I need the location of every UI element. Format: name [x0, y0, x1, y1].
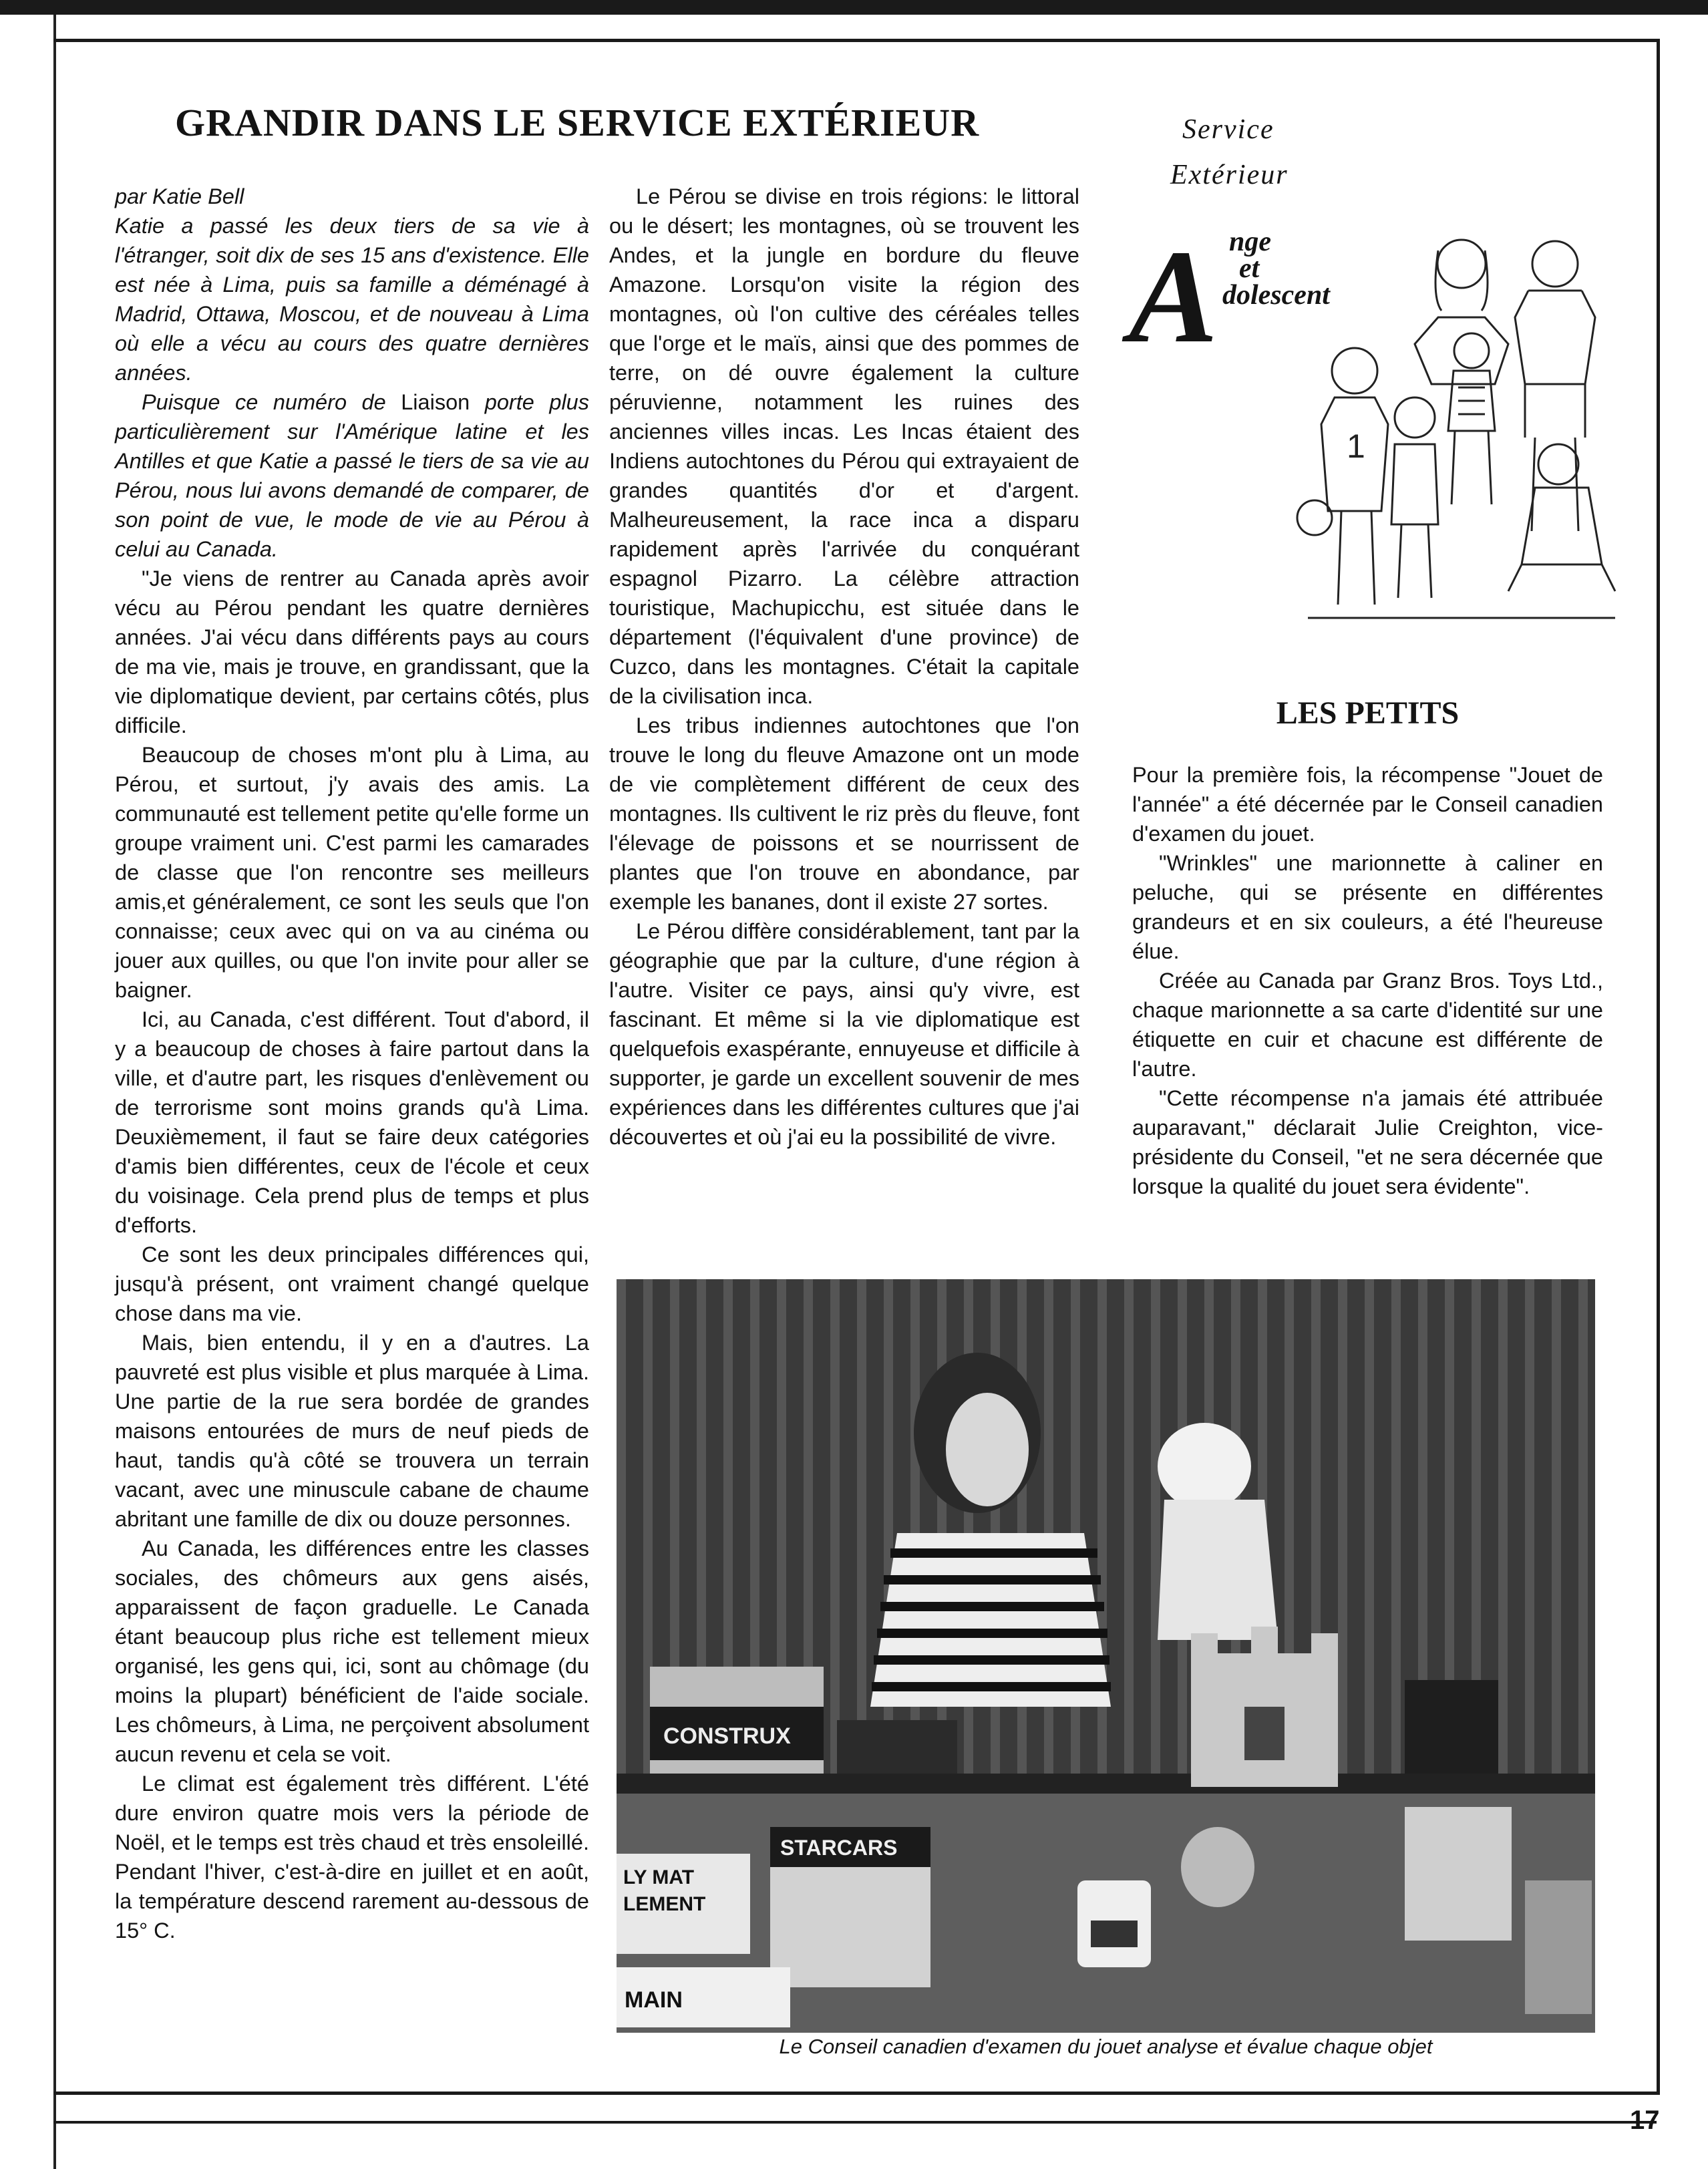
- logo-big-letter: A: [1129, 223, 1218, 371]
- children-illustration: [1295, 217, 1622, 631]
- body-paragraph: Beaucoup de choses m'ont plu à Lima, au Pérou, et surtout, j'y avais des amis. La communauté est tellement petite qu'elle forme un groupe vraiment uni. C'est parmi les camarades de classe que l'on rencontre ses meilleurs amis,et généralement, ce sont les seuls que l'on connaisse; ceux avec qui on va au cinéma ou jouer aux quilles, ou que l'on invite pour aller se baigner.: [115, 743, 589, 1002]
- article-headline: GRANDIR DANS LE SERVICE EXTÉRIEUR: [175, 101, 980, 144]
- body-paragraph: Le Pérou diffère considérablement, tant par la géographie que par la culture, d'une région à l'autre. Visiter ce pays, ainsi qu'y vivre, est fascinant. Et même si la vie diplomatique est quelquefois exaspérante, ennuyeuse et difficile à supporter, je garde un excellent souvenir de mes expériences dans les différentes cultures que j'ai découvertes et où j'ai eu la possibilité de vivre.: [609, 919, 1079, 1149]
- intro-paragraph-2: Puisque ce numéro de Liaison porte plus particulièrement sur l'Amérique latine et les Antilles et que Katie a passé le tiers de sa vie au Pérou, nous lui avons demandé de comparer, de son point de vue, le mode de vie au Pérou à celui au Canada.: [115, 390, 589, 561]
- svg-text:1: 1: [1347, 428, 1365, 465]
- body-paragraph: Mais, bien entendu, il y en a d'autres. La pauvreté est plus visible et plus marquée à Lima. Une partie de la rue sera bordée de grandes maisons entourées de murs de neuf pieds de haut, tandis qu'à côté se trouvera un terrain vacant, avec une minuscule cabane de chaume abritant une famille de dix ou douze personnes.: [115, 1331, 589, 1531]
- photo-label-main: MAIN: [625, 1987, 683, 2013]
- body-paragraph: Créée au Canada par Granz Bros. Toys Ltd., chaque marionnette a sa carte d'identité sur une étiquette en cuir et chacune est différente de l'autre.: [1132, 969, 1603, 1081]
- column-3: [1132, 760, 1603, 1201]
- body-paragraph: Les tribus indiennes autochtones que l'on trouve le long du fleuve Amazone ont un mode de vie complètement différent de ceux des montagnes. Ils cultivent le riz près du fleuve, font l'élevage de poissons et se nourrissent de plantes que l'on trouve en abondance, par exemple les bananes, dont il existe 27 sortes.: [609, 713, 1079, 914]
- photo-scene: [617, 1279, 1595, 2033]
- logo-word-et: et: [1239, 253, 1260, 284]
- photo-caption: Le Conseil canadien d'examen du jouet analyse et évalue chaque objet: [779, 2035, 1433, 2058]
- body-paragraph: Au Canada, les différences entre les classes sociales, des chômeurs aux gens aisés, apparaissent de façon graduelle. Le Canada étant beaucoup plus riche est tellement mieux organisé, les gens qui, ici, sont au chômage (du moins la plupart) bénéficient de l'aide sociale. Les chômeurs, à Lima, ne perçoivent absolument aucun revenu et cela se voit.: [115, 1536, 589, 1766]
- intro-paragraph: Katie a passé les deux tiers de sa vie à l'étranger, soit dix de ses 15 ans d'existence. Elle est née à Lima, puis sa famille a déménagé à Madrid, Ottawa, Moscou, et de nouveau à Lima où elle a vécu au cours des quatre dernières années.: [115, 214, 589, 385]
- top-border-strip: [0, 0, 1708, 15]
- bottom-rule: [53, 2121, 1657, 2124]
- column-1: [115, 182, 589, 1945]
- section-subhead: LES PETITS: [1276, 695, 1460, 731]
- photo-label-lement: LEMENT: [623, 1893, 706, 1915]
- section-logo: [1129, 107, 1623, 628]
- column-2: [609, 182, 1079, 1152]
- logo-service: Service: [1182, 114, 1274, 145]
- body-paragraph: Pour la première fois, la récompense "Jouet de l'année" a été décernée par le Conseil canadien d'examen du jouet.: [1132, 763, 1603, 846]
- photo-toy-display: [617, 1279, 1595, 2033]
- body-paragraph: "Wrinkles" une marionnette à caliner en peluche, qui se présente en différentes grandeurs et en six couleurs, a été l'heureuse élue.: [1132, 851, 1603, 963]
- body-paragraph: Ici, au Canada, c'est différent. Tout d'abord, il y a beaucoup de choses à faire partout dans la ville, et d'autre part, les risques d'enlèvement ou de terrorisme sont moins grands qu'à Lima. Deuxièmement, il faut se faire deux catégories d'amis bien différentes, ceux de l'école et ceux du voisinage. Cela prend plus de temps et plus d'efforts.: [115, 1007, 589, 1237]
- body-paragraph: "Je viens de rentrer au Canada après avoir vécu au Pérou pendant les quatre dernières années. J'ai vécu dans différents pays au cours de ma vie, mais je trouve, en grandissant, que la vie diplomatique devient, par certains côtés, plus difficile.: [115, 566, 589, 737]
- body-paragraph: Ce sont les deux principales différences qui, jusqu'à présent, ont vraiment changé quelque chose dans ma vie.: [115, 1242, 589, 1325]
- body-paragraph: Le climat est également très différent. L'été dure environ quatre mois vers la période de Noël, et le temps est très chaud et très ensoleillé. Pendant l'hiver, c'est-à-dire en juillet et en août, la température descend rarement au-dessous de 15° C.: [115, 1772, 589, 1943]
- photo-label-lymat: LY MAT: [623, 1866, 695, 1888]
- photo-label-starcars: STARCARS: [780, 1836, 898, 1860]
- page-number: 17: [1630, 2106, 1660, 2135]
- body-paragraph: "Cette récompense n'a jamais été attribuée auparavant," déclarait Julie Creighton, vice-présidente du Conseil, "et ne sera décernée que lorsque la qualité du jouet sera évidente".: [1132, 1086, 1603, 1198]
- left-gutter-rule: [0, 15, 56, 2169]
- logo-exterieur: Extérieur: [1170, 160, 1289, 190]
- logo-word-nge: nge: [1229, 226, 1271, 257]
- photo-label-construx: CONSTRUX: [663, 1723, 791, 1749]
- byline: par Katie Bell: [115, 184, 244, 208]
- logo-word-dolescent: dolescent: [1222, 280, 1330, 311]
- body-paragraph: Le Pérou se divise en trois régions: le littoral ou le désert; les montagnes, où se trouvent les Andes, et la jungle en bordure du fleuve Amazone. Lorsqu'on visite la région des montagnes, où l'on cultive des céréales telles que l'orge et le maïs, ainsi que des pommes de terre, on dé ouvre également la culture péruvienne, notamment les ruines des anciennes villes incas. Les Incas étaient des Indiens autochtones du Pérou qui extrayaient de grandes quantités d'or et d'argent. Malheureusement, la race inca a disparu rapidement après l'arrivée du conquérant espagnol Pizarro. La célèbre attraction touristique, Machupicchu, est située dans le département (l'équivalent d'une province) de Cuzco, dans les montagnes. C'était la capitale de la civilisation inca.: [609, 184, 1079, 708]
